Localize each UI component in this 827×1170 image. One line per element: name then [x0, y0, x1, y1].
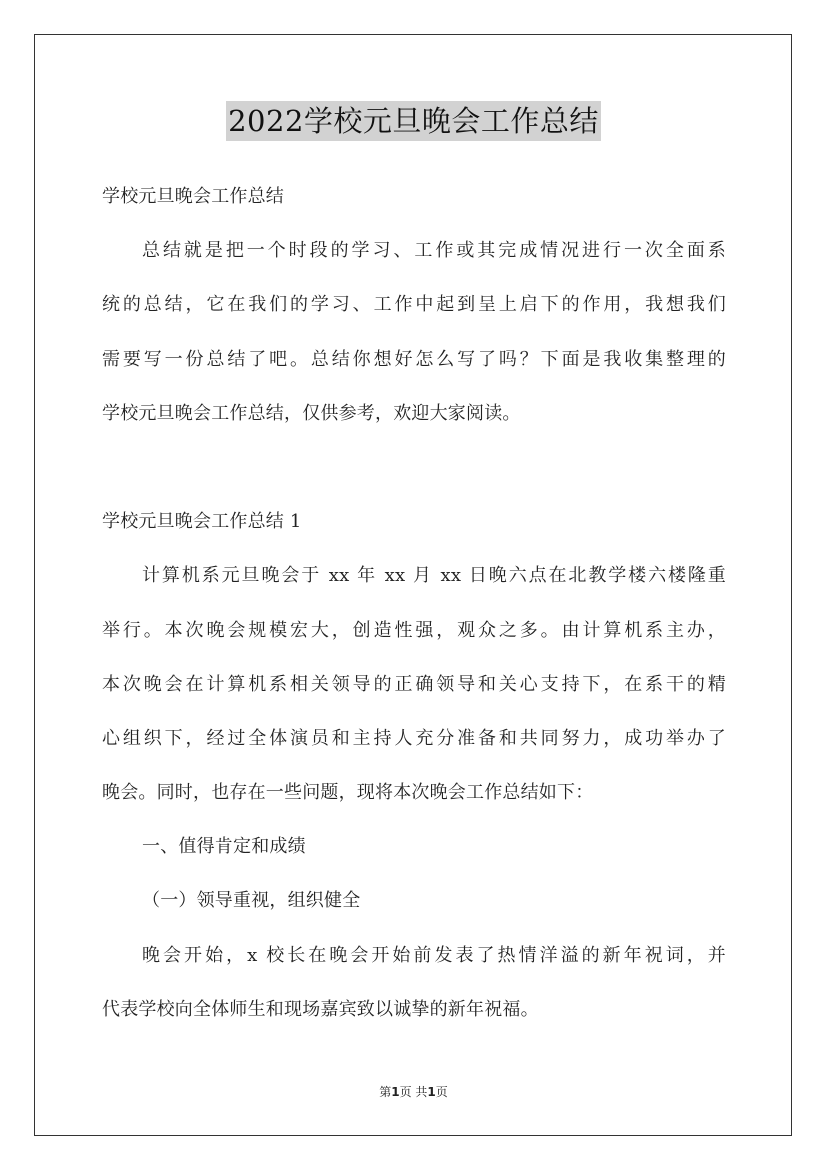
section-1-line-2: 举行。本次晚会规模宏大，创造性强，观众之多。由计算机系主办，: [102, 619, 726, 641]
intro-line-1: 总结就是把一个时段的学习、工作或其完成情况进行一次全面系: [142, 240, 726, 262]
footer-suffix: 页: [435, 1085, 448, 1099]
heading-level-1: 一、值得肯定和成绩: [142, 836, 306, 858]
footer-mid: 页 共: [399, 1085, 428, 1099]
intro-line-3: 需要写一份总结了吧。总结你想好怎么写了吗？下面是我收集整理的: [102, 348, 726, 370]
section-1-line-4: 心组织下，经过全体演员和主持人充分准备和共同努力，成功举办了: [102, 727, 726, 749]
section-1-line-5: 晚会。同时，也存在一些问题，现将本次晚会工作总结如下：: [102, 782, 594, 804]
footer-total-pages: 1: [427, 1085, 436, 1099]
intro-line-4: 学校元旦晚会工作总结，仅供参考，欢迎大家阅读。: [102, 402, 521, 424]
paragraph-line-2: 代表学校向全体师生和现场嘉宾致以诚挚的新年祝福。: [102, 998, 539, 1020]
section-1-line-1: 计算机系元旦晚会于 xx 年 xx 月 xx 日晚六点在北教学楼六楼隆重: [142, 565, 726, 587]
heading-level-2: （一）领导重视，组织健全: [142, 890, 361, 912]
paragraph-line-1: 晚会开始，x 校长在晚会开始前发表了热情洋溢的新年祝词，并: [142, 944, 726, 966]
page-footer: [0, 1083, 827, 1100]
section-1-heading: 学校元旦晚会工作总结 1: [102, 511, 302, 533]
paragraph-gap: [102, 441, 726, 495]
title-container: [0, 101, 827, 141]
document-body: [102, 170, 726, 1037]
intro-line-2: 统的总结，它在我们的学习、工作中起到呈上启下的作用，我想我们: [102, 294, 726, 316]
footer-prefix: 第: [379, 1085, 392, 1099]
document-title: 2022学校元旦晚会工作总结: [226, 101, 601, 141]
section-1-line-3: 本次晚会在计算机系相关领导的正确领导和关心支持下，在系干的精: [102, 673, 726, 695]
footer-page-number: 1: [391, 1085, 400, 1099]
subtitle: 学校元旦晚会工作总结: [102, 186, 284, 207]
